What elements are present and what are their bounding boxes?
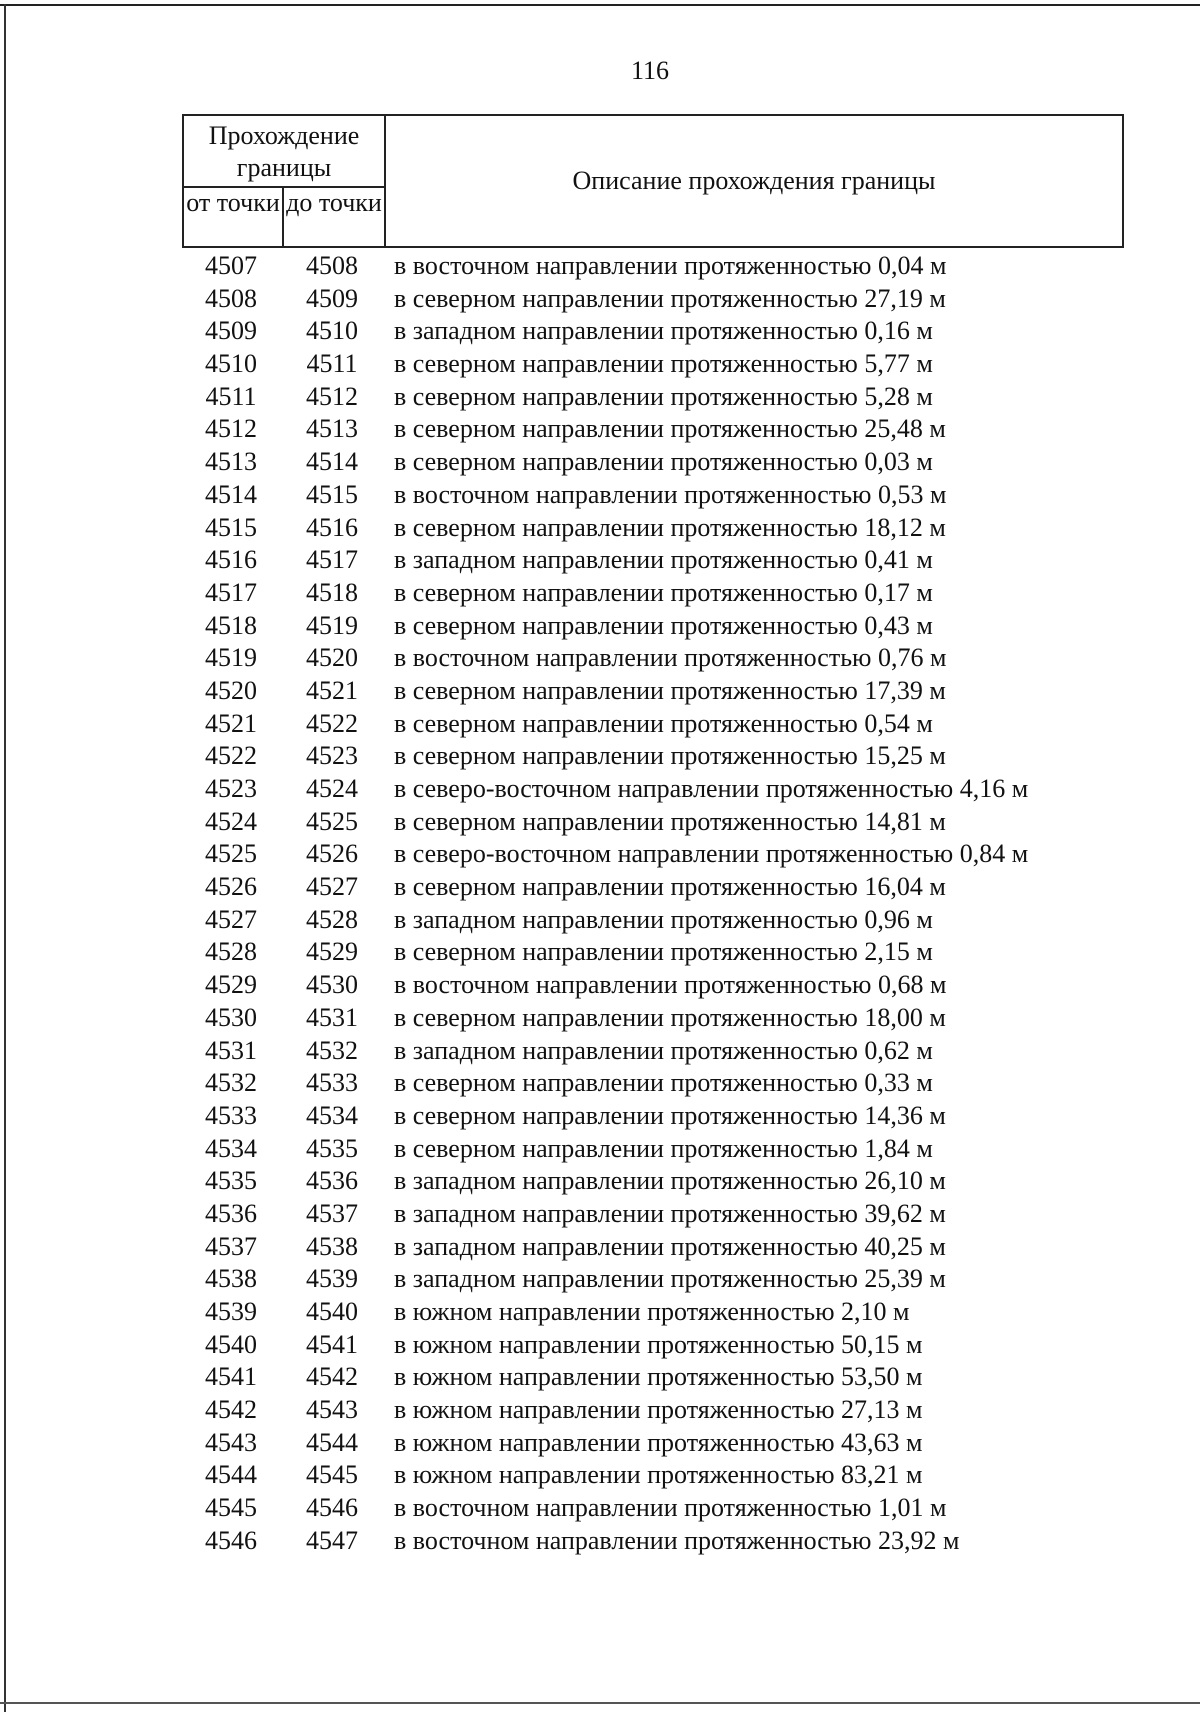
header-passage: Прохождение границы <box>208 121 360 182</box>
table-row <box>182 1067 1124 1100</box>
description-cell: в южном направлении протяженностью 2,10 м <box>394 1297 910 1326</box>
description-cell: в северном направлении протяженностью 16,04 м <box>394 872 946 902</box>
from-point-cell: 4527 <box>205 904 257 934</box>
from-point-cell: 4539 <box>205 1297 257 1326</box>
table-row <box>182 740 1124 773</box>
description-cell: в южном направлении протяженностью 53,50 м <box>394 1362 923 1392</box>
description-cell: в южном направлении протяженностью 50,15 м <box>394 1329 923 1359</box>
from-point-cell: 4529 <box>205 970 257 1000</box>
description-cell: в северном направлении протяженностью 18,00 м <box>394 1002 946 1032</box>
to-point-cell: 4535 <box>306 1133 358 1163</box>
to-point-cell: 4515 <box>306 479 358 509</box>
description-cell: в южном направлении протяженностью 43,63 м <box>394 1427 923 1457</box>
description-cell: в восточном направлении протяженностью 0,53 м <box>394 479 947 509</box>
to-point-cell: 4539 <box>306 1264 358 1294</box>
from-point-cell: 4510 <box>205 349 257 379</box>
table-row <box>182 479 1124 512</box>
from-point-cell: 4509 <box>205 316 257 346</box>
description-cell: в западном направлении протяженностью 0,96 м <box>394 904 933 934</box>
table-row <box>182 250 1124 283</box>
from-point-cell: 4538 <box>205 1264 257 1294</box>
from-point-cell: 4519 <box>205 643 257 673</box>
table-row <box>182 315 1124 348</box>
description-cell: в северном направлении протяженностью 5,77 м <box>394 349 933 379</box>
from-point-cell: 4508 <box>205 283 257 313</box>
description-cell: в западном направлении протяженностью 0,41 м <box>394 545 933 575</box>
description-cell: в северном направлении протяженностью 0,43 м <box>394 610 933 640</box>
from-point-cell: 4546 <box>205 1525 257 1555</box>
page-number: 116 <box>630 56 670 85</box>
description-cell: в северо-восточном направлении протяженностью 0,84 м <box>394 839 1029 869</box>
to-point-cell: 4525 <box>306 806 358 836</box>
from-point-cell: 4516 <box>205 545 257 575</box>
table-row <box>182 1427 1124 1460</box>
description-cell: в северном направлении протяженностью 2,15 м <box>394 937 933 967</box>
to-point-cell: 4509 <box>306 283 358 313</box>
from-point-cell: 4513 <box>205 447 257 477</box>
to-point-cell: 4547 <box>306 1525 358 1555</box>
to-point-cell: 4537 <box>306 1198 358 1228</box>
from-point-cell: 4523 <box>205 774 257 803</box>
description-cell: в восточном направлении протяженностью 23,92 м <box>394 1525 960 1555</box>
table-row <box>182 1263 1124 1296</box>
to-point-cell: 4541 <box>306 1329 358 1359</box>
scan-bottom-border <box>0 1702 1200 1704</box>
to-point-cell: 4523 <box>306 741 358 771</box>
table-row <box>182 1231 1124 1264</box>
to-point-cell: 4511 <box>306 349 358 379</box>
scan-top-border <box>0 4 1200 6</box>
from-point-cell: 4525 <box>205 839 257 869</box>
table-row <box>182 1492 1124 1525</box>
description-cell: в западном направлении протяженностью 26,10 м <box>394 1166 946 1196</box>
to-point-cell: 4520 <box>306 643 358 673</box>
to-point-cell: 4527 <box>306 872 358 902</box>
table-row <box>182 413 1124 446</box>
description-cell: в северном направлении протяженностью 15,25 м <box>394 741 946 771</box>
table-row <box>182 544 1124 577</box>
table-row <box>182 1002 1124 1035</box>
header-from-point: от точки <box>186 188 280 217</box>
description-cell: в северном направлении протяженностью 25,48 м <box>394 414 946 444</box>
from-point-cell: 4511 <box>205 381 257 411</box>
table-row <box>182 806 1124 839</box>
table-row <box>182 610 1124 643</box>
from-point-cell: 4542 <box>205 1395 257 1425</box>
from-point-cell: 4507 <box>205 251 257 280</box>
description-cell: в западном направлении протяженностью 0,16 м <box>394 316 933 346</box>
to-point-cell: 4508 <box>306 251 358 280</box>
description-cell: в северном направлении протяженностью 14,36 м <box>394 1100 946 1130</box>
from-point-cell: 4545 <box>205 1493 257 1523</box>
from-point-cell: 4532 <box>205 1068 257 1098</box>
description-cell: в северном направлении протяженностью 5,28 м <box>394 381 933 411</box>
to-point-cell: 4522 <box>306 708 358 738</box>
header-description: Описание прохождения границы <box>572 166 936 195</box>
table-row <box>182 348 1124 381</box>
table-row <box>182 1525 1124 1558</box>
from-point-cell: 4528 <box>205 937 257 967</box>
description-cell: в северном направлении протяженностью 0,54 м <box>394 708 933 738</box>
from-point-cell: 4521 <box>205 708 257 738</box>
description-cell: в южном направлении протяженностью 83,21 м <box>394 1460 923 1490</box>
description-cell: в северном направлении протяженностью 27,19 м <box>394 283 946 313</box>
to-point-cell: 4529 <box>306 937 358 967</box>
to-point-cell: 4518 <box>306 577 358 607</box>
table-row <box>182 773 1124 806</box>
to-point-cell: 4513 <box>306 414 358 444</box>
description-cell: в северном направлении протяженностью 17,39 м <box>394 675 946 705</box>
from-point-cell: 4517 <box>205 577 257 607</box>
table-row <box>182 1133 1124 1166</box>
from-point-cell: 4520 <box>205 675 257 705</box>
to-point-cell: 4545 <box>306 1460 358 1490</box>
from-point-cell: 4544 <box>205 1460 257 1490</box>
from-point-cell: 4531 <box>205 1035 257 1065</box>
description-cell: в северном направлении протяженностью 0,17 м <box>394 577 933 607</box>
from-point-cell: 4533 <box>205 1100 257 1130</box>
description-cell: в восточном направлении протяженностью 0,76 м <box>394 643 947 673</box>
table-row <box>182 1198 1124 1231</box>
table-row <box>182 381 1124 414</box>
from-point-cell: 4514 <box>205 479 257 509</box>
table-row <box>182 1100 1124 1133</box>
to-point-cell: 4514 <box>306 447 358 477</box>
from-point-cell: 4512 <box>205 414 257 444</box>
table-row <box>182 642 1124 675</box>
to-point-cell: 4528 <box>306 904 358 934</box>
from-point-cell: 4543 <box>205 1427 257 1457</box>
table-row <box>182 446 1124 479</box>
from-point-cell: 4535 <box>205 1166 257 1196</box>
from-point-cell: 4524 <box>205 806 257 836</box>
table-row <box>182 936 1124 969</box>
to-point-cell: 4538 <box>306 1231 358 1261</box>
table-row <box>182 1296 1124 1329</box>
table-row <box>182 904 1124 937</box>
description-cell: в южном направлении протяженностью 27,13 м <box>394 1395 923 1425</box>
to-point-cell: 4516 <box>306 512 358 542</box>
table-row <box>182 1459 1124 1492</box>
table-row <box>182 1035 1124 1068</box>
from-point-cell: 4530 <box>205 1002 257 1032</box>
from-point-cell: 4541 <box>205 1362 257 1392</box>
to-point-cell: 4526 <box>306 839 358 869</box>
table-row <box>182 1361 1124 1394</box>
table-row <box>182 1329 1124 1362</box>
from-point-cell: 4540 <box>205 1329 257 1359</box>
description-cell: в восточном направлении протяженностью 1,01 м <box>394 1493 947 1523</box>
table-body <box>182 250 1124 1558</box>
to-point-cell: 4544 <box>306 1427 358 1457</box>
to-point-cell: 4510 <box>306 316 358 346</box>
table-row <box>182 969 1124 1002</box>
to-point-cell: 4532 <box>306 1035 358 1065</box>
to-point-cell: 4517 <box>306 545 358 575</box>
table-header <box>182 114 1124 248</box>
to-point-cell: 4531 <box>306 1002 358 1032</box>
from-point-cell: 4534 <box>205 1133 257 1163</box>
description-cell: в северном направлении протяженностью 18,12 м <box>394 512 946 542</box>
from-point-cell: 4515 <box>205 512 257 542</box>
description-cell: в западном направлении протяженностью 39,62 м <box>394 1198 946 1228</box>
table-row <box>182 577 1124 610</box>
from-point-cell: 4537 <box>205 1231 257 1261</box>
description-cell: в западном направлении протяженностью 40,25 м <box>394 1231 946 1261</box>
from-point-cell: 4536 <box>205 1198 257 1228</box>
to-point-cell: 4519 <box>306 610 358 640</box>
description-cell: в северном направлении протяженностью 0,03 м <box>394 447 933 477</box>
description-cell: в северном направлении протяженностью 14,81 м <box>394 806 946 836</box>
table-row <box>182 283 1124 316</box>
to-point-cell: 4530 <box>306 970 358 1000</box>
table-row <box>182 1394 1124 1427</box>
to-point-cell: 4536 <box>306 1166 358 1196</box>
description-cell: в западном направлении протяженностью 0,62 м <box>394 1035 933 1065</box>
description-cell: в северо-восточном направлении протяженностью 4,16 м <box>394 774 1029 803</box>
description-cell: в восточном направлении протяженностью 0,68 м <box>394 970 947 1000</box>
table-row <box>182 675 1124 708</box>
table-row <box>182 512 1124 545</box>
to-point-cell: 4524 <box>306 774 358 803</box>
table-row <box>182 838 1124 871</box>
from-point-cell: 4522 <box>205 741 257 771</box>
description-cell: в восточном направлении протяженностью 0,04 м <box>394 251 947 280</box>
from-point-cell: 4518 <box>205 610 257 640</box>
to-point-cell: 4542 <box>306 1362 358 1392</box>
to-point-cell: 4512 <box>306 381 358 411</box>
header-to-point: до точки <box>286 188 382 217</box>
table-row <box>182 871 1124 904</box>
description-cell: в западном направлении протяженностью 25,39 м <box>394 1264 946 1294</box>
description-cell: в северном направлении протяженностью 0,33 м <box>394 1068 933 1098</box>
description-cell: в северном направлении протяженностью 1,84 м <box>394 1133 933 1163</box>
to-point-cell: 4533 <box>306 1068 358 1098</box>
table-row <box>182 708 1124 741</box>
scan-left-border <box>4 4 6 1712</box>
from-point-cell: 4526 <box>205 872 257 902</box>
to-point-cell: 4543 <box>306 1395 358 1425</box>
to-point-cell: 4546 <box>306 1493 358 1523</box>
table-row <box>182 1165 1124 1198</box>
to-point-cell: 4540 <box>306 1297 358 1326</box>
to-point-cell: 4534 <box>306 1100 358 1130</box>
to-point-cell: 4521 <box>306 675 358 705</box>
